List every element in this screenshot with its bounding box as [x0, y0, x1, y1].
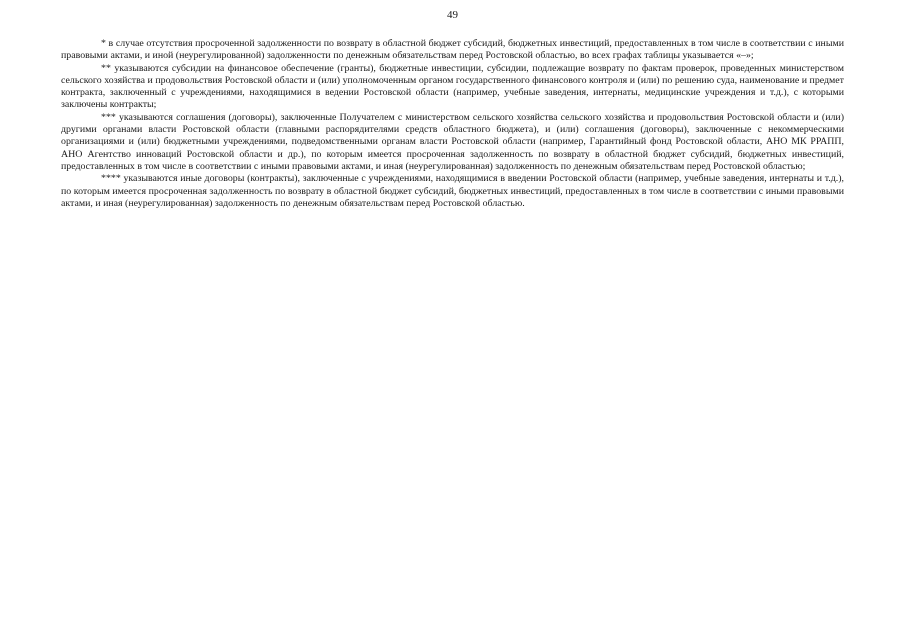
page-number: 49: [447, 9, 458, 21]
footnote-1: * в случае отсутствия просроченной задолженности по возврату в областной бюджет субсидий, бюджетных инвестиций, предоставленных в том числе в соответствии с иными правовыми актами, и иной (неурегулированной) задолженности по денежным обязательствам перед Ростовской областью, во всех графах таблицы указывается «–»;: [61, 38, 844, 62]
footnote-3: *** указываются соглашения (договоры), заключенные Получателем с министерством сельского хозяйства сельского хозяйства и продовольствия Ростовской области и (или) другими органами власти Ростовской области (главными распорядителями средств областного бюджета), и (или) соглашения (договоры), заключенные с некоммерческими организациями и (или) бюджетными учреждениями, подведомственными органам власти Ростовской области (например, Гарантийный фонд Ростовской области, АНО МК РРАПП, АНО Агентство инноваций Ростовской области и др.), по которым имеется просроченная задолженность по возврату в областной бюджет субсидий, бюджетных инвестиций, предоставленных в том числе в соответствии с иными правовыми актами, и иная (неурегулированная) задолженность по денежным обязательствам перед Ростовской областью;: [61, 111, 844, 172]
footnote-2: ** указываются субсидии на финансовое обеспечение (гранты), бюджетные инвестиции, субсидии, подлежащие возврату по фактам проверок, проведенных министерством сельского хозяйства и продовольствия Ростовской области и (или) уполномоченным органом государственного финансового контроля и (или) по решению суда, наименование и предмет контракта, заключенный с учреждениями, находящимися в ведении Ростовской области (например, учебные заведения, интернаты, медицинские учреждения и т.д.), с которыми заключены контракты;: [61, 62, 844, 111]
footnote-4: **** указываются иные договоры (контракты), заключенные с учреждениями, находящимися в введении Ростовской области (например, учебные заведения, интернаты и т.д.), по которым имеется просроченная задолженность по возврату в областной бюджет субсидий, бюджетных инвестиций, предоставленных в том числе в соответствии с иными правовыми актами, и иная (неурегулированная) задолженность по денежным обязательствам перед Ростовской областью.: [61, 173, 844, 209]
footnotes-section: [61, 38, 844, 210]
